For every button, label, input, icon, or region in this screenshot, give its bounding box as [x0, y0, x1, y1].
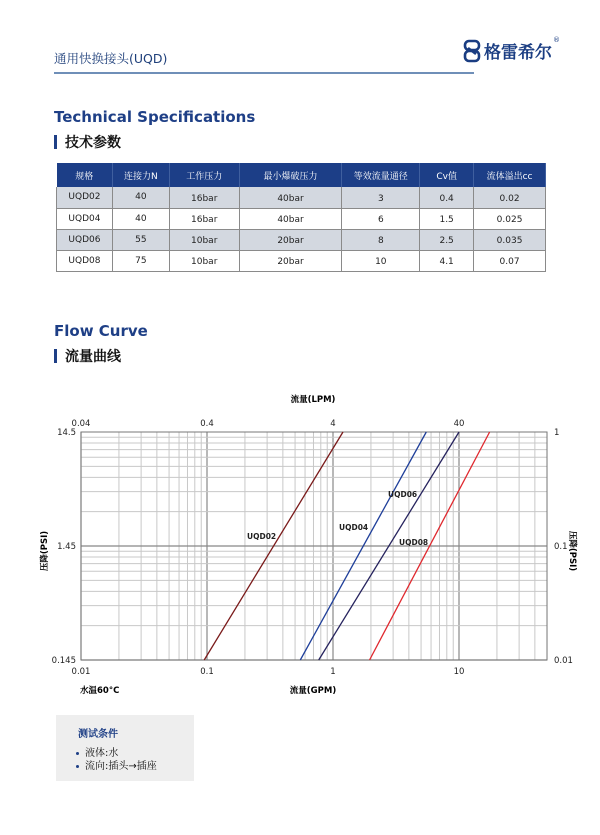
table-cell: 4.1 [420, 250, 474, 271]
test-condition-item [76, 757, 157, 772]
table-cell: UQD06 [57, 229, 113, 250]
table-cell: 6 [342, 208, 420, 229]
x-tick-label: 0.01 [71, 667, 91, 677]
spec-title-cn-text: 技术参数 [65, 135, 121, 151]
flow-curve-chart [0, 385, 600, 705]
table-cell: 20bar [239, 250, 342, 271]
table-cell: 0.4 [420, 187, 474, 208]
water-temp-note: 水温60°C [80, 686, 120, 696]
table-cell: UQD04 [57, 208, 113, 229]
right-y-tick-label: 0.01 [554, 656, 573, 666]
table-cell: UQD02 [57, 187, 113, 208]
test-conditions-title: 测试条件 [78, 729, 118, 740]
header-divider [54, 72, 474, 74]
right-y-tick-label: 0.1 [554, 542, 568, 552]
x-tick-label: 0.1 [200, 667, 214, 677]
table-row [57, 208, 546, 229]
column-header: 工作压力 [169, 163, 239, 187]
x-tick-label: 10 [453, 667, 465, 677]
left-axis-label: 压降(PSI) [40, 530, 50, 572]
top-x-tick-label: 0.04 [71, 419, 91, 429]
table-cell: 20bar [239, 229, 342, 250]
x-tick-label: 1 [330, 667, 336, 677]
flow-title-en: Flow Curve [54, 322, 148, 340]
flow-title-cn [54, 346, 121, 366]
table-cell: 40 [112, 187, 169, 208]
series-label: UQD02 [247, 532, 277, 541]
series-label: UQD04 [339, 523, 369, 532]
y-tick-label: 1.45 [57, 542, 76, 552]
section-marker [54, 349, 57, 363]
brand-logo [463, 36, 560, 63]
table-row [57, 250, 546, 271]
flow-title-cn-text: 流量曲线 [65, 349, 121, 365]
table-row [57, 229, 546, 250]
y-tick-label: 14.5 [57, 428, 76, 438]
column-header: Cv值 [420, 163, 474, 187]
column-header: 连接力N [112, 163, 169, 187]
test-conditions-box [56, 715, 194, 781]
table-header-row [57, 163, 546, 187]
table-cell: 0.025 [474, 208, 546, 229]
y-tick-label: 0.145 [51, 656, 76, 666]
table-cell: UQD08 [57, 250, 113, 271]
table-cell: 10bar [169, 250, 239, 271]
header-title: 通用快换接头(UQD) [54, 51, 168, 66]
column-header: 流体溢出cc [474, 163, 546, 187]
table-cell: 1.5 [420, 208, 474, 229]
table-cell: 40 [112, 208, 169, 229]
column-header: 等效流量通径 [342, 163, 420, 187]
table-cell: 10bar [169, 229, 239, 250]
table-row [57, 187, 546, 208]
spec-table [56, 163, 546, 272]
spec-title-en: Technical Specifications [54, 108, 256, 126]
table-cell: 0.02 [474, 187, 546, 208]
logo-text: 格雷希尔 [484, 43, 552, 63]
table-cell: 40bar [239, 208, 342, 229]
test-condition-text: 液体:水 [85, 748, 119, 759]
table-cell: 16bar [169, 187, 239, 208]
table-cell: 8 [342, 229, 420, 250]
bullet-icon [76, 765, 79, 768]
bullet-icon [76, 752, 79, 755]
table-cell: 75 [112, 250, 169, 271]
bottom-axis-label: 流量(GPM) [289, 686, 337, 696]
series-label: UQD06 [388, 490, 418, 499]
table-cell: 16bar [169, 208, 239, 229]
logo-mark-icon [463, 39, 481, 63]
spec-title-cn [54, 132, 121, 152]
table-cell: 3 [342, 187, 420, 208]
section-marker [54, 135, 57, 149]
table-cell: 40bar [239, 187, 342, 208]
registered-mark: ® [553, 36, 560, 44]
column-header: 最小爆破压力 [239, 163, 342, 187]
column-header: 规格 [57, 163, 113, 187]
chart-grid [81, 432, 547, 660]
right-y-tick-label: 1 [554, 428, 560, 438]
top-x-tick-label: 40 [453, 419, 465, 429]
top-axis-label: 流量(LPM) [290, 395, 336, 405]
table-cell: 10 [342, 250, 420, 271]
series-label: UQD08 [399, 538, 429, 547]
top-x-tick-label: 4 [330, 419, 336, 429]
table-cell: 0.035 [474, 229, 546, 250]
right-axis-label: 压降(PSI) [567, 530, 577, 572]
top-x-tick-label: 0.4 [200, 419, 214, 429]
test-condition-text: 流向:插头→插座 [85, 761, 157, 772]
table-cell: 55 [112, 229, 169, 250]
table-cell: 2.5 [420, 229, 474, 250]
table-cell: 0.07 [474, 250, 546, 271]
